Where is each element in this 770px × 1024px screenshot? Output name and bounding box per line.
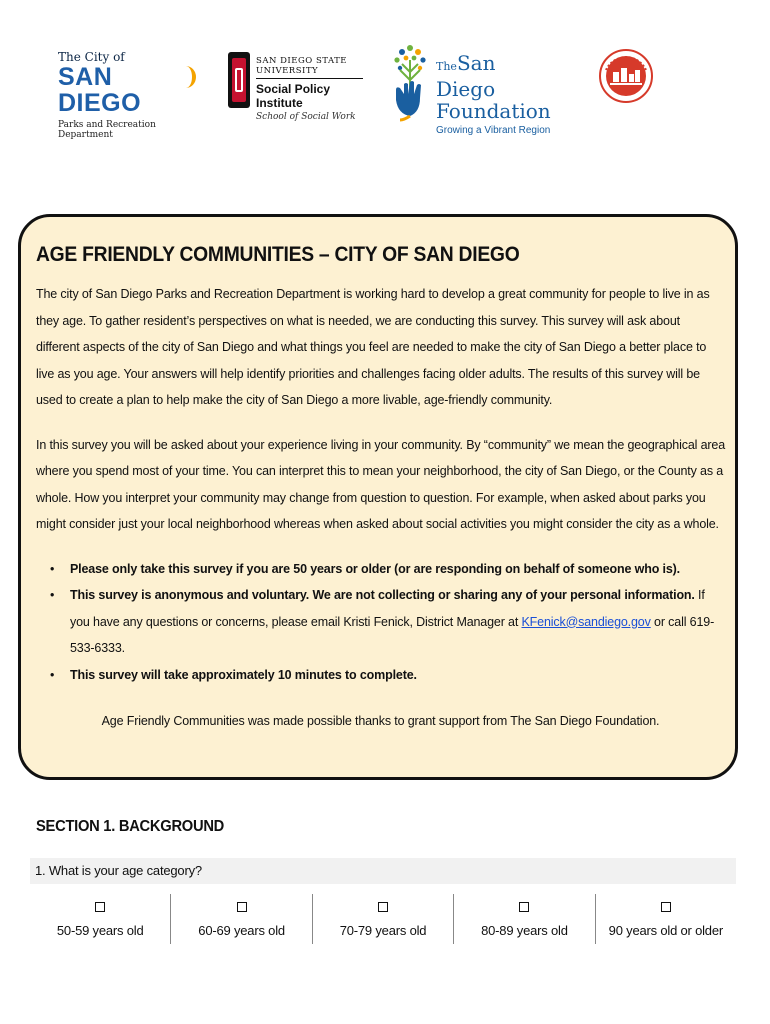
bullet-icon: • <box>50 667 55 682</box>
age-option-70-79[interactable] <box>312 894 453 944</box>
age-option-90-plus[interactable] <box>595 894 736 944</box>
email-link[interactable]: KFenick@sandiego.gov <box>521 614 651 629</box>
foundation-name-line1 <box>436 52 551 100</box>
age-friendly-seal-logo <box>598 28 654 120</box>
age-option-60-69[interactable] <box>170 894 311 944</box>
city-logo-name: SAN DIEGO <box>58 63 142 117</box>
bullet-2-phone-text: or call 619-533-6333. <box>70 614 715 655</box>
foundation-logo-text <box>436 52 551 136</box>
bullet-2-bold-text: This survey is anonymous and voluntary. We are not collecting or sharing any of your personal information. <box>70 588 695 602</box>
age-option-50-59[interactable] <box>30 894 170 944</box>
sdsu-mark-icon <box>228 52 250 108</box>
question-1-bar <box>30 858 736 884</box>
foundation-prefix: The <box>436 60 457 73</box>
bullet-1-text: Please only take this survey if you are 50 years or older (or are responding on behalf of someone who is). <box>70 561 680 576</box>
bullet-icon: • <box>50 561 55 576</box>
san-diego-foundation-logo <box>390 38 551 136</box>
sdsu-logo-text <box>256 56 363 122</box>
survey-title: AGE FRIENDLY COMMUNITIES – CITY OF SAN DIEGO <box>36 243 520 266</box>
sdsu-social-policy-logo <box>228 50 363 122</box>
survey-intro-box <box>18 214 738 780</box>
sdsu-school-name: School of Social Work <box>256 112 356 122</box>
question-1-text: 1. What is your age category? <box>35 863 202 878</box>
checkbox[interactable] <box>661 902 671 912</box>
city-logo-line2 <box>58 64 198 116</box>
city-logo-line1: The City of <box>58 50 125 64</box>
swoosh-icon <box>176 66 196 88</box>
foundation-tagline: Growing a Vibrant Region <box>436 125 551 136</box>
checkbox[interactable] <box>95 902 105 912</box>
age-category-options <box>30 894 736 944</box>
list-item <box>36 582 725 662</box>
foundation-name-line2: Foundation <box>436 99 551 123</box>
bullet-icon: • <box>50 588 55 602</box>
section-title: SECTION 1. BACKGROUND <box>36 818 225 835</box>
bullet-3-text: This survey will take approximately 10 minutes to complete. <box>70 667 417 682</box>
intro-paragraph-1: The city of San Diego Parks and Recreation Department is working hard to develop a great community for people to live in as they age. To gather resident’s perspectives on what is needed, we are conducting this survey. This survey will ask about different aspects of the city of San Diego and what things you feel are needed to make the city of San Diego a better place to live as you age. Your answers will help identify priorities and challenges facing older adults. The results of this survey will be used to create a plan to help make the city of San Diego a more livable, age-friendly community. <box>36 287 710 407</box>
instructions-list <box>36 556 725 689</box>
city-of-san-diego-logo <box>58 50 198 140</box>
option-label: 70-79 years old <box>339 923 427 938</box>
grant-credit: Age Friendly Communities was made possible thanks to grant support from The San Diego Foundation. <box>101 714 660 728</box>
intro-paragraph-2: In this survey you will be asked about your experience living in your community. By “community” we mean the geographical area where you spend most of your time. You can interpret this to mean your neighborhood, the city of San Diego, or the County as a whole. How you interpret your community may change from question to question. For example, when asked about parks you might consider just your local neighborhood whereas when asked about social activities you might consider the city as a whole. <box>36 437 725 531</box>
option-label: 80-89 years old <box>481 923 568 938</box>
logo-bar <box>0 28 770 138</box>
option-label: 60-69 years old <box>198 923 285 938</box>
checkbox[interactable] <box>237 902 247 912</box>
checkbox[interactable] <box>519 902 529 912</box>
foundation-name-city: San Diego <box>436 51 496 101</box>
hand-tree-icon <box>390 38 430 123</box>
seal-icon <box>598 28 654 120</box>
age-option-80-89[interactable] <box>453 894 594 944</box>
sdsu-institute-name: Social Policy Institute <box>256 82 331 110</box>
bullet-2-text: If you have any questions or concerns, please email Kristi Fenick, District Manager at <box>70 588 705 629</box>
checkbox[interactable] <box>378 902 388 912</box>
option-label: 50-59 years old <box>56 923 144 938</box>
sdsu-university-name: SAN DIEGO STATE UNIVERSITY <box>256 56 363 79</box>
option-label: 90 years old or older <box>608 923 723 938</box>
list-item <box>36 556 725 583</box>
list-item <box>36 662 725 689</box>
city-logo-line3: Parks and Recreation Department <box>58 120 156 140</box>
